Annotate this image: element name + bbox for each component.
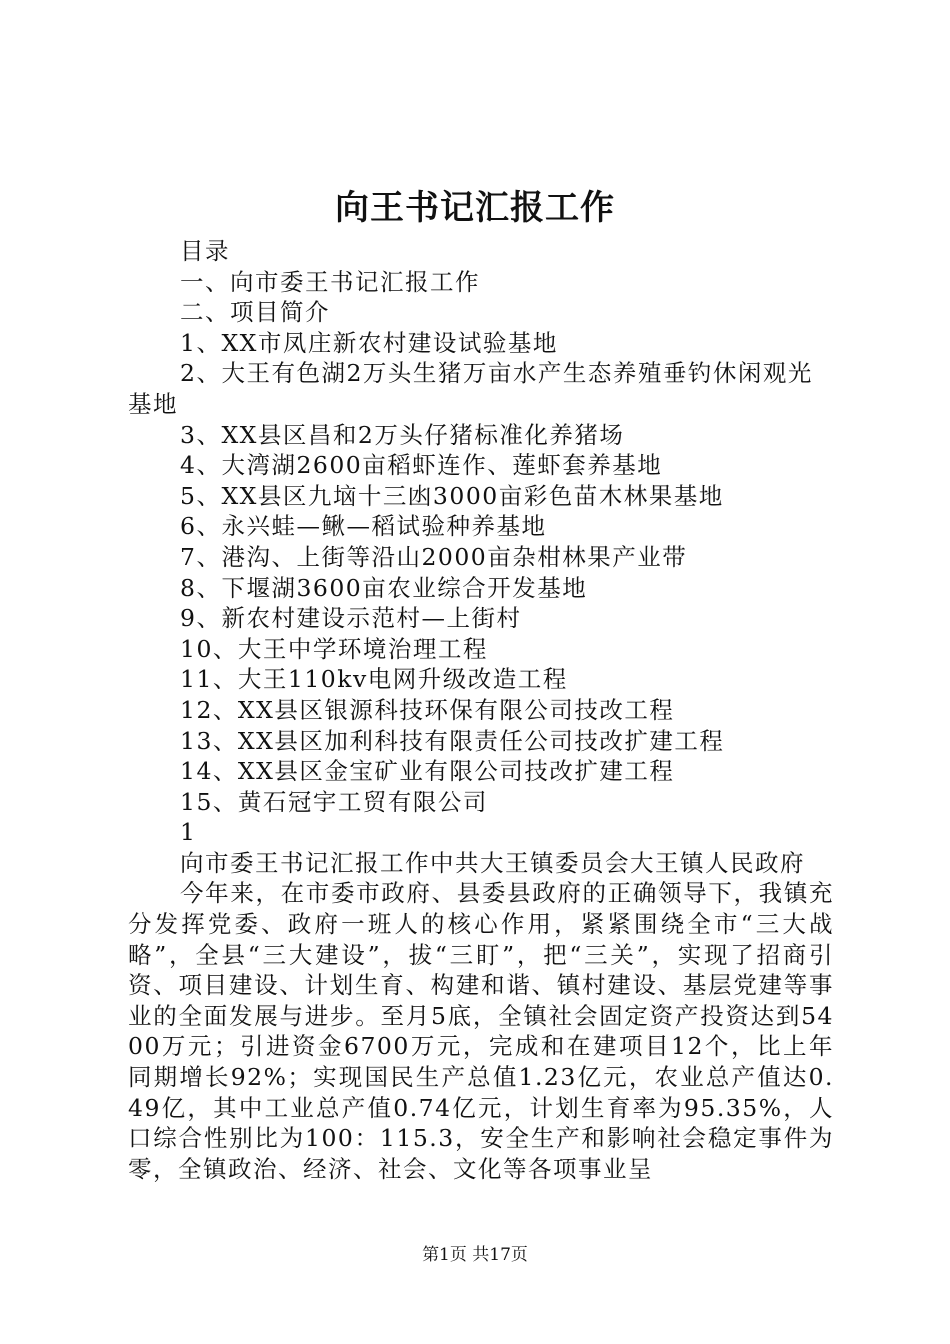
body-paragraph: 今年来，在市委市政府、县委县政府的正确领导下，我镇充分发挥党委、政府一班人的核心作用，紧紧围绕全市“三大战略”，全县“三大建设”，拔“三盯”，把“三关”，实现了招商引资、项目建设、计划生育、构建和谐、镇村建设、基层党建等事业的全面发展与进步。至月5底，全镇社会固定资产投资达到5400万元；引进资金6700万元，完成和在建项目12个，比上年同期增长92%；实现国民生产总值1.23亿元，农业总产值达0.49亿，其中工业总产值0.74亿元，计划生育率为95.35%，人口综合性别比为100：115.3，安全生产和影响社会稳定事件为零，全镇政治、经济、社会、文化等各项事业呈 (128, 879, 834, 1183)
document-title: 向王书记汇报工作 (335, 188, 615, 228)
toc-item: 3、XX县区昌和2万头仔猪标准化养猪场 (180, 420, 625, 449)
section-heading: 向市委王书记汇报工作中共大王镇委员会大王镇人民政府 (180, 848, 805, 877)
toc-item: 6、永兴蛙—鳅—稻试验种养基地 (180, 512, 547, 541)
toc-item: 12、XX县区银源科技环保有限公司技改工程 (180, 695, 675, 724)
toc-item: 7、港沟、上街等沿山2000亩杂柑林果产业带 (180, 542, 688, 571)
toc-item: 2、大王有色湖2万头生猪万亩水产生态养殖垂钓休闲观光 (180, 359, 813, 388)
toc-item-continuation: 基地 (128, 389, 178, 418)
toc-item: 8、下堰湖3600亩农业综合开发基地 (180, 573, 588, 602)
toc-item: 10、大王中学环境治理工程 (180, 634, 488, 663)
toc-item: 1、XX市凤庄新农村建设试验基地 (180, 328, 558, 357)
toc-item: 11、大王110kv电网升级改造工程 (180, 665, 568, 694)
toc-item: 13、XX县区加利科技有限责任公司技改扩建工程 (180, 726, 725, 755)
toc-item: 15、黄石冠宇工贸有限公司 (180, 787, 488, 816)
toc-heading: 目录 (180, 237, 230, 265)
toc-item: 5、XX县区九垴十三凼3000亩彩色苗木林果基地 (180, 481, 724, 510)
toc-item: 一、向市委王书记汇报工作 (180, 267, 480, 296)
toc-item: 9、新农村建设示范村—上街村 (180, 604, 522, 633)
page-footer: 第1页 共17页 (422, 1245, 528, 1265)
toc-item: 14、XX县区金宝矿业有限公司技改扩建工程 (180, 757, 675, 786)
section-number: 1 (180, 818, 197, 847)
toc-item: 4、大湾湖2600亩稻虾连作、莲虾套养基地 (180, 451, 663, 480)
document-body (128, 236, 834, 1184)
toc-item: 二、项目简介 (180, 298, 330, 327)
